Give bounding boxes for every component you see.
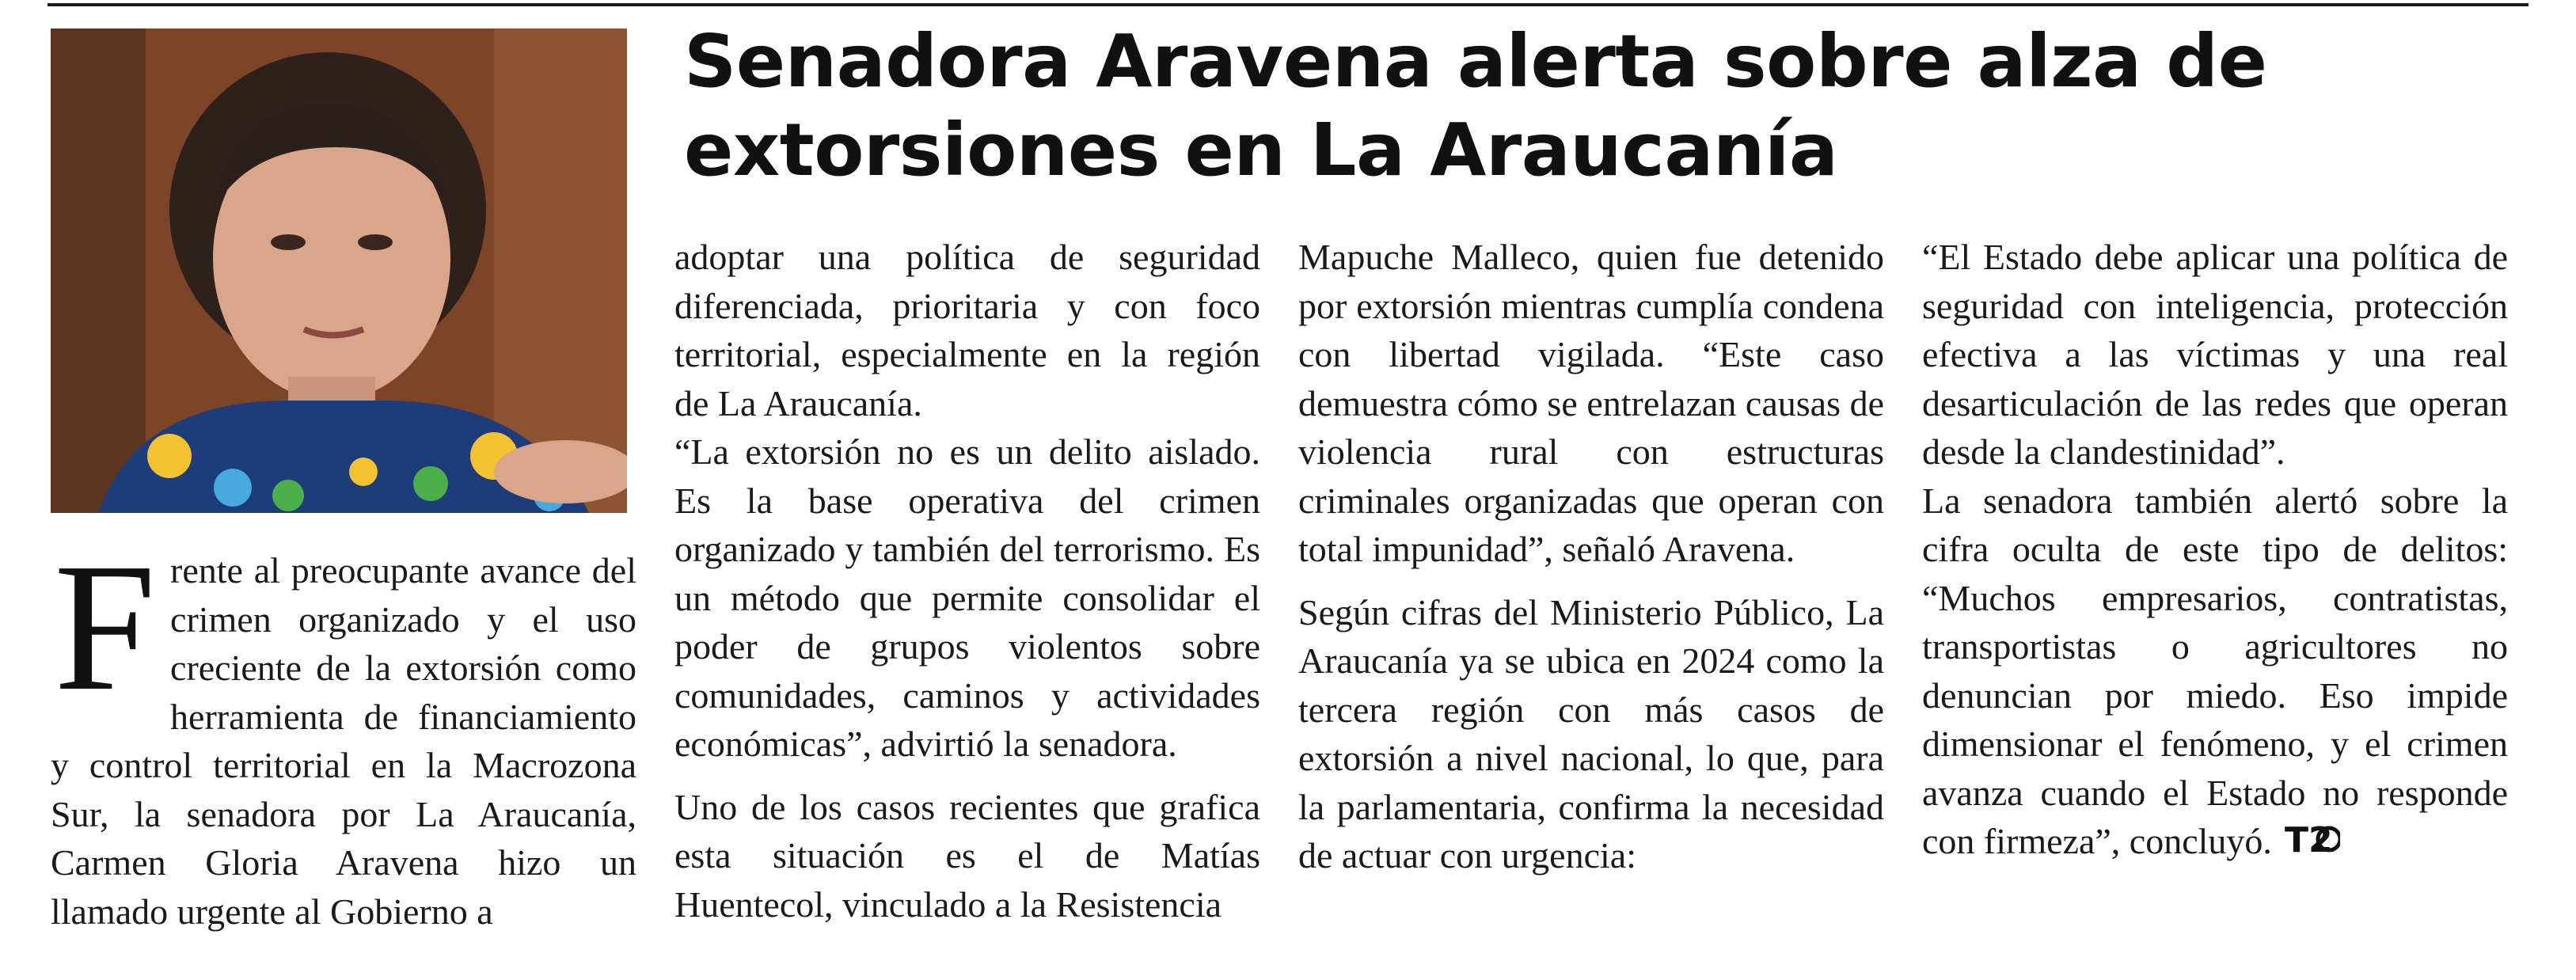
closing-paragraph-text: La senadora también alertó sobre la cifra oculta de este tipo de delitos: “Muchos empresarios, contratistas, transportistas o agricultores no denuncian por miedo. Eso impide dimensionar el fenómeno, y el crimen avanza cuando el Estado no responde con firmeza”, concluyó.: [1922, 480, 2508, 861]
portrait-photo: [51, 28, 627, 513]
paragraph: Mapuche Malleco, quien fue detenido por extorsión mientras cumplía condena con libertad vigilada. “Este caso demuestra cómo se entrelazan causas de violencia rural con estructuras criminales organizadas que operan con total impunidad”, señaló Aravena.: [1298, 237, 1884, 569]
article-column-4: [1922, 233, 2508, 969]
logo-text: T2: [2284, 819, 2333, 860]
article-column-3: [1298, 233, 1884, 969]
paragraph: “El Estado debe aplicar una política de seguridad con inteligencia, protección efectiva a las víctimas y una real desarticulación de las redes que operan desde la clandestinidad”.: [1922, 237, 2508, 472]
newspaper-logo-icon: [2283, 819, 2340, 872]
lead-paragraph: [51, 546, 636, 936]
drop-cap: F: [54, 546, 157, 729]
closing-paragraph: [1922, 477, 2508, 872]
paragraph: “La extorsión no es un delito aislado. Es la base operativa del crimen organizado y también del terrorismo. Es un método que permite consolidar el poder de grupos violentos sobre comunidades, caminos y actividades económicas”, advirtió la senadora.: [674, 431, 1260, 764]
paragraph: adoptar una política de seguridad diferenciada, prioritaria y con foco territorial, especialmente en la región de La Araucanía.: [674, 237, 1260, 424]
headline: Senadora Aravena alerta sobre alza de extorsiones en La Araucanía: [684, 19, 2267, 192]
paragraph: Uno de los casos recientes que grafica esta situación es el de Matías Huentecol, vinculado a la Resistencia: [674, 786, 1260, 925]
lead-paragraph-text: rente al preocupante avance del crimen organizado y el uso creciente de la extorsión como herramienta de financiamiento y control territorial en la Macrozona Sur, la senadora por La Araucanía, Carmen Gloria Aravena hizo un llamado urgente al Gobierno a: [51, 550, 636, 932]
article-column-2: [674, 233, 1260, 969]
portrait-photo-icon: [51, 28, 627, 513]
paragraph: Según cifras del Ministerio Público, La Araucanía ya se ubica en 2024 como la tercera región con más casos de extorsión a nivel nacional, lo que, para la parlamentaria, confirma la necesidad de actuar con urgencia:: [1298, 591, 1884, 876]
article-column-1: [51, 546, 636, 974]
top-rule: [47, 3, 2529, 6]
